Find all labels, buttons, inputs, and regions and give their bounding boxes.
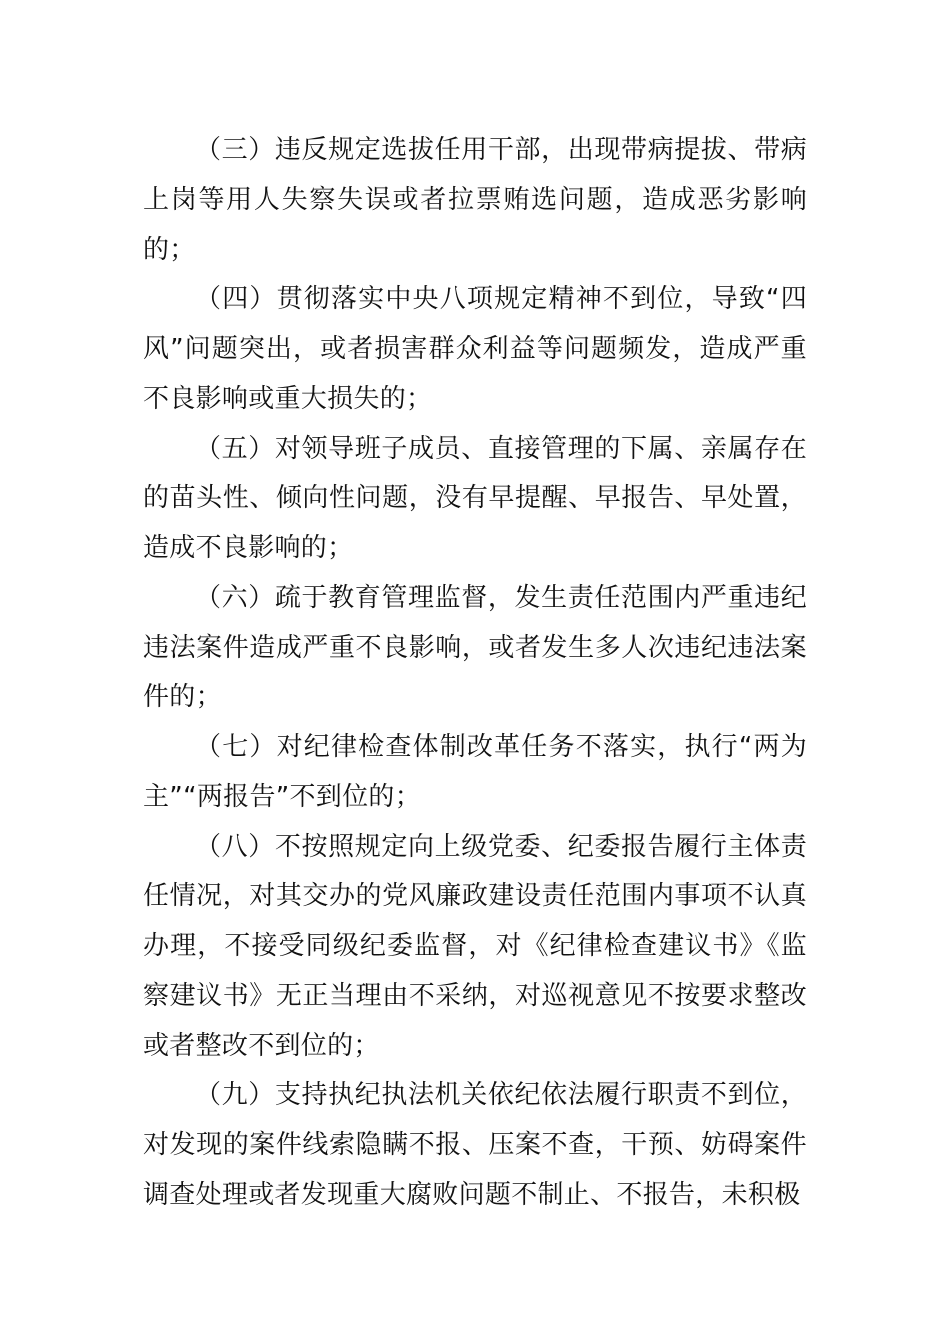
paragraph-item-9: （九）支持执纪执法机关依纪依法履行职责不到位，对发现的案件线索隐瞒不报、压案不查，干预、妨碍案件调查处理或者发现重大腐败问题不制止、不报告，未积极 [143, 1080, 807, 1210]
paragraph-item-7: （七）对纪律检查体制改革任务不落实，执行“两为主”“两报告”不到位的； [143, 732, 807, 812]
paragraph-item-3: （三）违反规定选拔任用干部，出现带病提拔、带病上岗等用人失察失误或者拉票贿选问题，造成恶劣影响的； [143, 135, 807, 265]
paragraph-item-5: （五）对领导班子成员、直接管理的下属、亲属存在的苗头性、倾向性问题，没有早提醒、早报告、早处置，造成不良影响的； [143, 433, 807, 563]
paragraph-item-8: （八）不按照规定向上级党委、纪委报告履行主体责任情况，对其交办的党风廉政建设责任范围内事项不认真办理，不接受同级纪委监督，对《纪律检查建议书》《监察建议书》无正当理由不采纳，对巡视意见不按要求整改或者整改不到位的； [143, 831, 807, 1061]
paragraph-item-4: （四）贯彻落实中央八项规定精神不到位，导致“四风”问题突出，或者损害群众利益等问题频发，造成严重不良影响或重大损失的； [143, 284, 807, 414]
document-body [143, 126, 807, 1221]
paragraph-item-6: （六）疏于教育管理监督，发生责任范围内严重违纪违法案件造成严重不良影响，或者发生多人次违纪违法案件的； [143, 582, 807, 713]
